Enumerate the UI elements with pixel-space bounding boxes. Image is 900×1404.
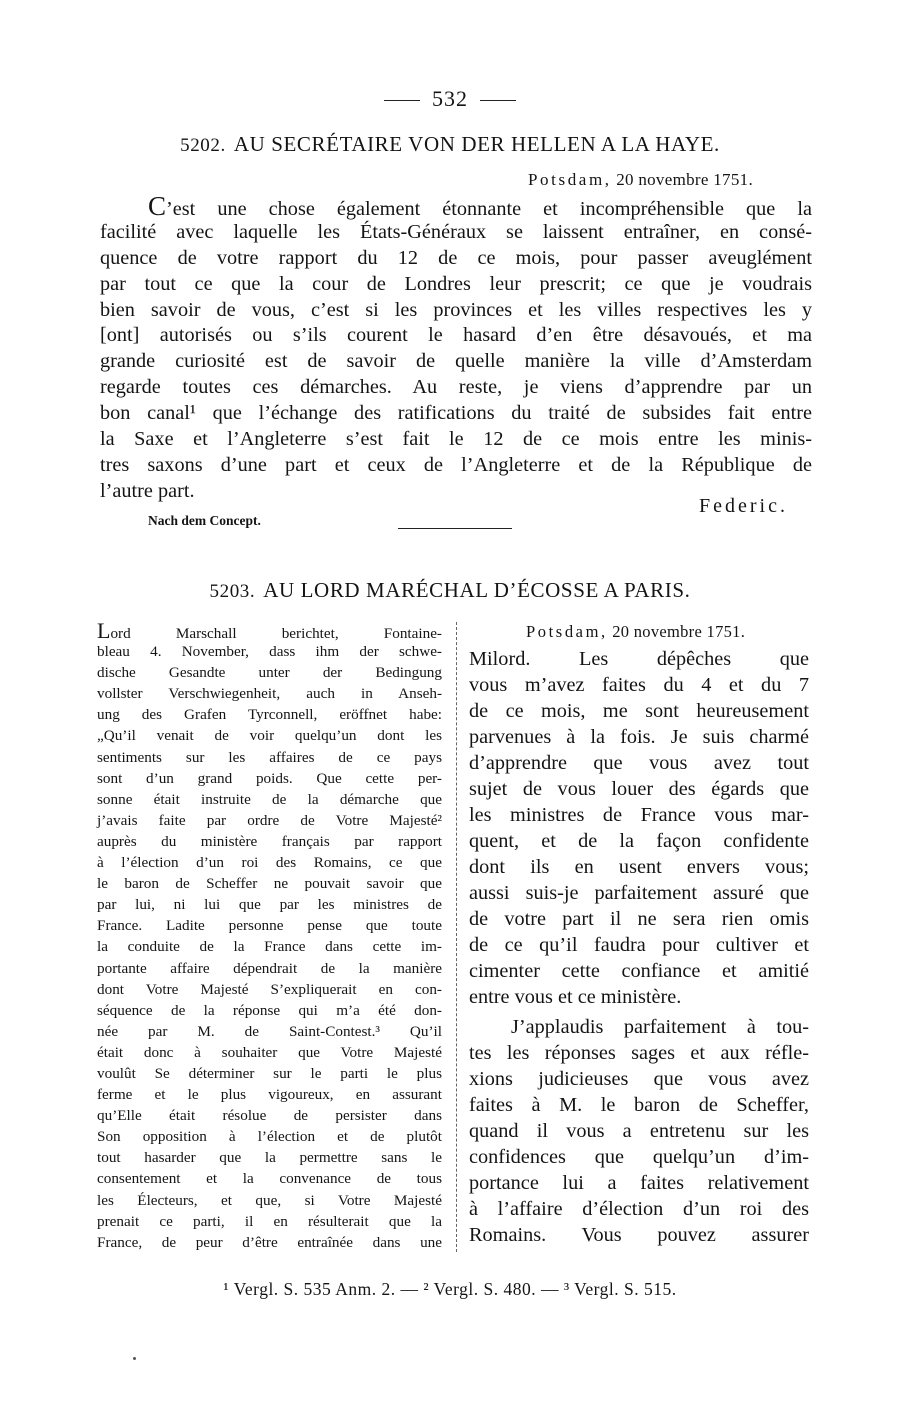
text-line: auprès du ministère français par rapport	[97, 832, 442, 850]
letter-5202-heading	[0, 132, 900, 157]
text-line: bleau 4. November, dass ihm der schwe-	[97, 643, 442, 661]
text-line: ferme et le plus vigoureux, en assurant	[97, 1086, 442, 1104]
text-line: bon canal¹ que l’échange des ratifications du traité de subsides fait entre	[100, 402, 812, 425]
text-line: quent, et de la façon confidente	[469, 830, 809, 852]
text-line: sujet de vous louer des égards que	[469, 778, 809, 800]
text-line: séquence de la réponse qui m’a été don-	[97, 1001, 442, 1019]
text-line: Lord Marschall berichtet, Fontaine-	[97, 618, 442, 643]
letter-5203-dateline	[526, 622, 745, 642]
text-line: la Saxe et l’Angleterre s’est fait le 12 de ce mois entre les minis-	[100, 428, 812, 451]
dateline-place: Potsdam,	[526, 622, 608, 641]
page-number-dash-right	[480, 100, 516, 101]
text-line: de ce mois, me sont heureusement	[469, 700, 809, 722]
letter-number: 5202.	[180, 135, 226, 156]
text-line: quence de votre rapport du 12 de ce mois, pour passer aveuglément	[100, 246, 812, 269]
letter-5202-dateline	[528, 170, 753, 190]
text-line: dont ils en usent envers vous;	[469, 856, 809, 878]
text-line: Romains. Vous pouvez assurer	[469, 1224, 809, 1246]
text-line: sont d’un grand poids. Que cette per-	[97, 769, 442, 787]
text-line: la conduite de la France dans cette im-	[97, 938, 442, 956]
text-line: quand il vous a entretenu sur les	[469, 1120, 809, 1142]
text-line: voulût Se déterminer sur le parti le plus	[97, 1064, 442, 1082]
text-line: xions judicieuses que vous avez	[469, 1068, 809, 1090]
text-line: Milord. Les dépêches que	[469, 648, 809, 670]
text-line: bien savoir de vous, c’est si les provinces et les villes respectives les y	[100, 298, 812, 321]
text-line: prenait ce parti, il en résulterait que la	[97, 1212, 442, 1230]
section-rule	[398, 528, 512, 529]
scan-speck	[133, 1357, 136, 1360]
text-line: vous m’avez faites du 4 et du 7	[469, 674, 809, 696]
text-line: aussi suis-je parfaitement assuré que	[469, 882, 809, 904]
text-line: faites à M. le baron de Scheffer,	[469, 1094, 809, 1116]
page-number-dash-left	[384, 100, 420, 101]
text-line: j’avais faite par ordre de Votre Majesté²	[97, 811, 442, 829]
text-line: les Électeurs, et que, si Votre Majesté	[97, 1191, 442, 1209]
text-line: [ont] autorisés ou s’ils courent le hasard d’en être désavoués, et ma	[100, 324, 812, 347]
text-line: J’applaudis parfaitement à tou-	[511, 1016, 809, 1038]
text-line: par tout ce que la cour de Londres leur prescrit; ce que je voudrais	[100, 272, 812, 295]
text-line: confidences que quelqu’un d’im-	[469, 1146, 809, 1168]
text-line: cimenter cette confiance et amitié	[469, 960, 809, 982]
text-line: facilité avec laquelle les États-Généraux se laissent entraîner, en consé-	[100, 220, 812, 243]
text-line: à l’affaire d’élection d’un roi des	[469, 1198, 809, 1220]
text-line: tout hasarder que la permettre sans le	[97, 1149, 442, 1167]
text-line: sonne était instruite de la démarche que	[97, 790, 442, 808]
text-line: était donc à souhaiter que Votre Majesté	[97, 1043, 442, 1061]
text-line: consentement et la convenance de tous	[97, 1170, 442, 1188]
text-line: grande curiosité est de savoir de quelle manière la ville d’Amsterdam	[100, 350, 812, 373]
text-line: France. Ladite personne pense que toute	[97, 917, 442, 935]
text-line: d’apprendre que vous avez tout	[469, 752, 809, 774]
text-line: ung des Grafen Tyrconnell, eröffnet habe:	[97, 706, 442, 724]
text-line: dische Gesandte unter der Bedingung	[97, 664, 442, 682]
text-line: à l’élection d’un roi des Romains, ce que	[97, 854, 442, 872]
text-line: le baron de Scheffer ne pouvait savoir que	[97, 875, 442, 893]
text-line: les ministres de France vous mar-	[469, 804, 809, 826]
page-number-text: 532	[432, 86, 468, 111]
page-number	[0, 86, 900, 112]
letter-title: AU LORD MARÉCHAL D’ÉCOSSE A PARIS.	[263, 578, 691, 602]
text-line: portance lui a faites relativement	[469, 1172, 809, 1194]
column-divider	[456, 622, 457, 1252]
text-line: regarde toutes ces démarches. Au reste, je viens d’apprendre par un	[100, 376, 812, 399]
text-line: sentiments sur les affaires de ce pays	[97, 748, 442, 766]
text-line: „Qu’il venait de voir quelqu’un dont les	[97, 727, 442, 745]
text-line: France, de peur d’être entraînée dans une	[97, 1233, 442, 1251]
dateline-place: Potsdam,	[528, 170, 612, 189]
letter-5202-body	[100, 191, 812, 505]
drop-cap: L	[97, 618, 111, 643]
text-line: née par M. de Saint-Contest.³ Qu’il	[97, 1022, 442, 1040]
text-line: entre vous et ce ministère.	[469, 986, 682, 1008]
text-line: l’autre part.	[100, 479, 195, 502]
dateline-date: 20 novembre 1751.	[616, 170, 754, 189]
source-note: Nach dem Concept.	[148, 513, 261, 528]
text-line: vollster Verschwiegenheit, auch in Anseh-	[97, 685, 442, 703]
text-line: par lui, ni lui que par les ministres de	[97, 896, 442, 914]
letter-5203-body	[469, 646, 809, 1248]
text-line: de votre part il ne sera rien omis	[469, 908, 809, 930]
text-line: de ce qu’il faudra pour cultiver et	[469, 934, 809, 956]
dateline-date: 20 novembre 1751.	[612, 622, 746, 641]
letter-number: 5203.	[209, 581, 256, 602]
drop-cap: C	[148, 191, 167, 221]
footnotes: ¹ Vergl. S. 535 Anm. 2. — ² Vergl. S. 480. — ³ Vergl. S. 515.	[223, 1279, 677, 1299]
text-line: C’est une chose également étonnante et incompréhensible que la	[148, 191, 812, 221]
text-line: tes les réponses sages et aux réfle-	[469, 1042, 809, 1064]
signature: Federic.	[699, 495, 788, 517]
text-line: portante affaire dépendrait de la manière	[97, 959, 442, 977]
letter-title: AU SECRÉTAIRE VON DER HELLEN A LA HAYE.	[233, 132, 720, 156]
text-line: Son opposition à l’élection et de plutôt	[97, 1128, 442, 1146]
summary-column	[97, 620, 442, 1253]
text-line: tres saxons d’une part et ceux de l’Angleterre et de la République de	[100, 453, 812, 476]
letter-5203-heading	[0, 578, 900, 603]
text-line: qu’Elle était résolue de persister dans	[97, 1107, 442, 1125]
text-line: parvenues à la fois. Je suis charmé	[469, 726, 809, 748]
text-line: dont Votre Majesté S’expliquerait en con-	[97, 980, 442, 998]
